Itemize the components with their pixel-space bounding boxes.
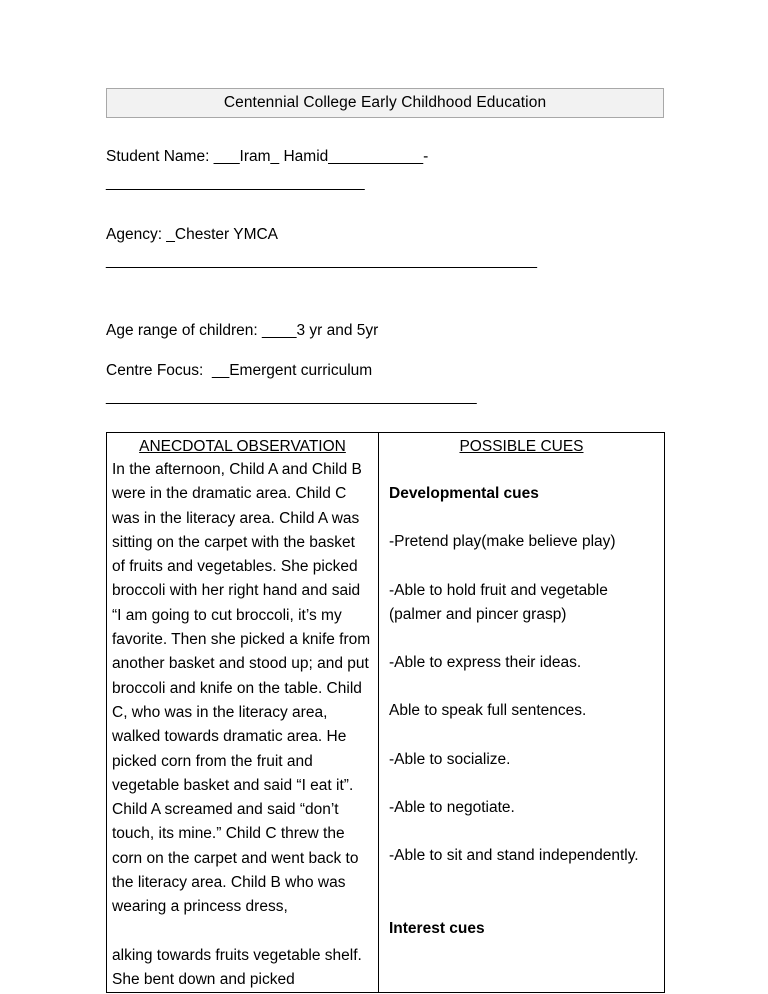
field-age-range-line-1: Age range of children: ____3 yr and 5yr <box>106 322 379 339</box>
cue-item-1: -Pretend play(make believe play) <box>389 533 616 551</box>
observation-table-wrapper <box>106 432 664 988</box>
cue-item-3: -Able to express their ideas. <box>389 654 582 672</box>
field-student-name-line-2: ______________________________ <box>106 174 365 191</box>
document-content <box>106 88 664 988</box>
field-centre-focus-line-2: ___________________________________________ <box>106 388 477 405</box>
spacer <box>106 274 664 292</box>
table-header-row <box>107 433 665 993</box>
cues-gap-2 <box>389 555 658 579</box>
cues-gap-9 <box>389 893 658 917</box>
cues-text <box>379 458 664 941</box>
field-agency <box>106 222 664 274</box>
cue-item-4: Able to speak full sentences. <box>389 702 587 720</box>
field-age-range <box>106 318 664 344</box>
cue-item-6: -Able to negotiate. <box>389 799 515 817</box>
cues-gap-7 <box>389 820 658 844</box>
table-cell-cues-header <box>379 433 665 993</box>
cues-gap-4 <box>389 675 658 699</box>
observation-paragraph-1: In the afternoon, Child A and Child B were in the dramatic area. Child C was in the literacy area. Child A was sitting on the carpet with the basket of fruits and vegetables. She picked broccoli with her right hand and said “I am going to cut broccoli, it’s my favorite. Then she picked a knife from another basket and stood up; and put broccoli and knife on the table. Child C, who was in the literacy area, walked towards dramatic area. He picked corn from the fruit and vegetable basket and said “I eat it”. Child A screamed and said “don’t touch, its mine.” Child C threw the corn on the carpet and went back to the literacy area. Child B who was wearing a princess dress, <box>112 461 371 916</box>
field-centre-focus <box>106 358 664 410</box>
cue-item-2: -Able to hold fruit and vegetable (palmer and pincer grasp) <box>389 581 608 623</box>
cues-gap-3 <box>389 627 658 651</box>
observation-paragraph-2: alking towards fruits vegetable shelf. She bent down and picked <box>112 946 362 988</box>
observation-column-header: ANECDOTAL OBSERVATION <box>139 438 346 455</box>
cues-gap-1 <box>389 506 658 530</box>
field-student-name-line-1: Student Name: ___Iram_ Hamid___________- <box>106 148 429 165</box>
field-student-name <box>106 144 664 196</box>
document-header-title: Centennial College Early Childhood Education <box>106 88 664 118</box>
cues-gap-6 <box>389 772 658 796</box>
observation-table <box>106 432 665 993</box>
cue-item-7: -Able to sit and stand independently. <box>389 847 639 865</box>
cue-item-5: -Able to socialize. <box>389 750 511 768</box>
field-agency-line-2: __________________________________________________ <box>106 252 538 269</box>
field-agency-line-1: Agency: _Chester YMCA <box>106 226 279 243</box>
developmental-cues-heading: Developmental cues <box>389 485 539 502</box>
cues-gap-5 <box>389 724 658 748</box>
paragraph-gap <box>112 920 372 944</box>
field-centre-focus-line-1: Centre Focus: __Emergent curriculum <box>106 362 373 379</box>
table-cell-observation-header <box>107 433 379 993</box>
cues-column-header: POSSIBLE CUES <box>459 438 584 455</box>
cues-top-gap <box>389 458 658 482</box>
observation-text <box>107 458 378 992</box>
cues-gap-8 <box>389 869 658 893</box>
interest-cues-heading: Interest cues <box>389 919 485 937</box>
